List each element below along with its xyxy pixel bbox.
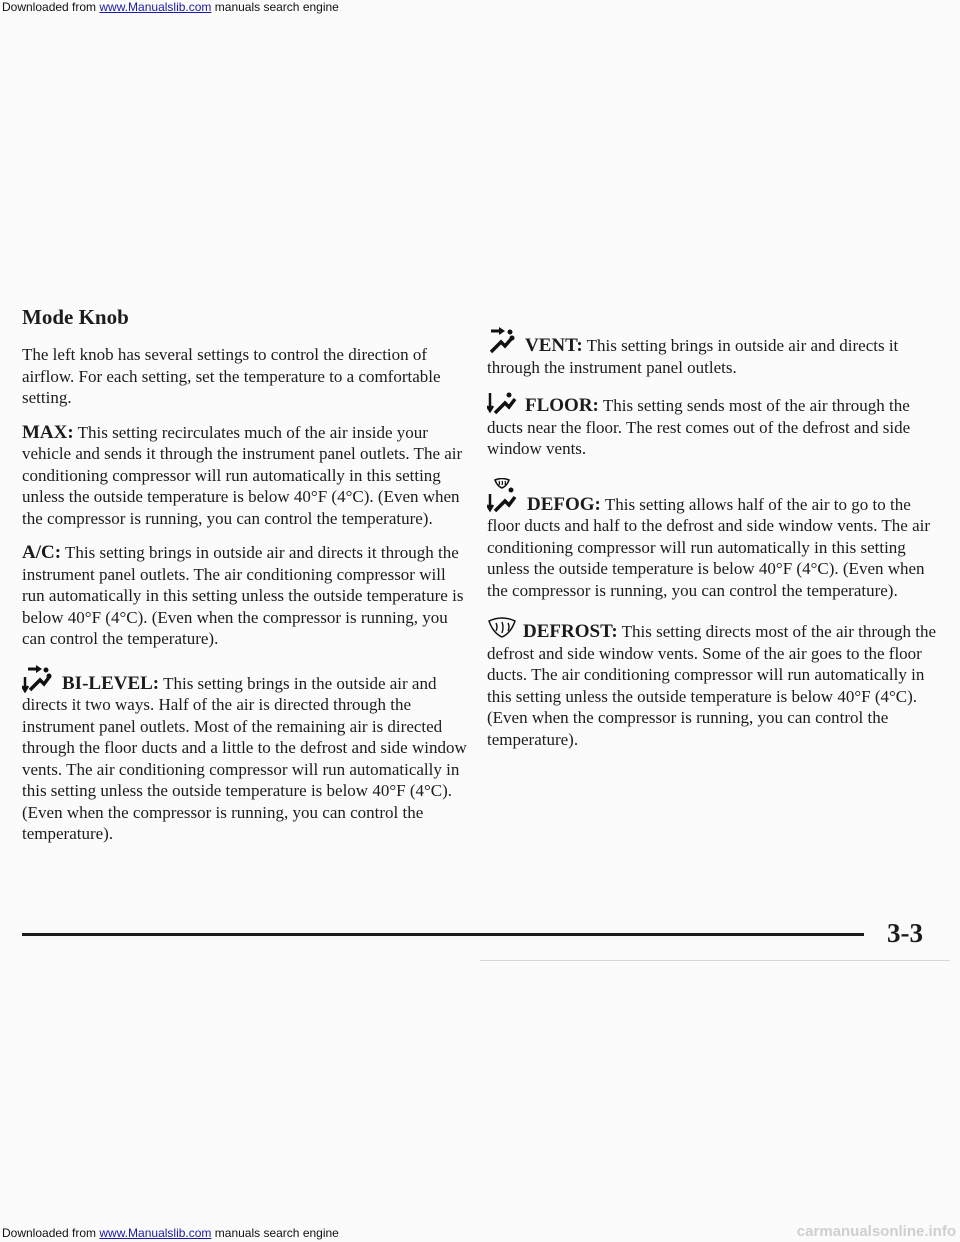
faint-divider — [480, 960, 950, 961]
page-number: 3-3 — [887, 918, 923, 948]
download-note-top — [2, 0, 339, 14]
setting-floor-label: FLOOR: — [525, 395, 599, 416]
setting-max-text: This setting recirculates much of the air inside your vehicle and sends it through the instrument panel outlets. The air conditioning compressor will run automatically in this setting unless the outside temperature is below 40°F (4°C). (Even when the compressor is running, you can control the temperature). — [22, 422, 463, 528]
intro-paragraph: The left knob has several settings to control the direction of airflow. For each setting, set the temperature to a comfortable setting. — [22, 345, 441, 407]
setting-defrost-text: This setting directs most of the air through the defrost and side window vents. Some of the air goes to the floor ducts. The air conditioning compressor will run automatically in this setting unless the outside temperature is below 40°F (4°C). (Even when the compressor is running, you can control the temperature). — [487, 622, 937, 749]
setting-ac-label: A/C: — [22, 542, 62, 563]
page-divider — [22, 933, 864, 936]
right-column — [487, 305, 947, 763]
setting-defog-label: DEFOG: — [527, 493, 601, 515]
setting-max — [22, 422, 468, 530]
defrost-icon — [487, 617, 517, 641]
footer-prefix: Downloaded from — [2, 1226, 100, 1240]
vent-icon — [487, 325, 519, 355]
left-column — [22, 305, 468, 858]
floor-icon — [487, 391, 519, 415]
section-title: Mode Knob — [22, 305, 129, 329]
download-note-suffix: manuals search engine — [211, 0, 339, 14]
manualslib-link-top[interactable]: www.Manualslib.com — [99, 0, 212, 14]
watermark: carmanualsonline.info — [796, 1223, 956, 1240]
setting-vent-text: This setting brings in outside air and directs it through the instrument panel outlets. — [487, 336, 899, 377]
download-note-bottom — [2, 1226, 339, 1240]
setting-defog — [487, 478, 947, 602]
setting-max-label: MAX: — [22, 421, 74, 443]
setting-bilevel-text: This setting brings in the outside air and directs it two ways. Half of the air is directed through the instrument panel outlets. Most of the remaining air is directed through the floor ducts and a little to the defrost and side window vents. The air conditioning compressor will run automatically in this setting unless the outside temperature is below 40°F (4°C). (Even when the compressor is running, you can control the temperature). — [22, 673, 467, 843]
setting-bilevel-label: BI-LEVEL: — [62, 672, 160, 694]
setting-defrost — [487, 617, 947, 750]
setting-vent-label: VENT: — [525, 335, 583, 356]
setting-defog-text: This setting allows half of the air to go to the floor ducts and half to the defrost and side window vents. The air conditioning compressor will run automatically in this setting unless the outside temperature is below 40°F (4°C). (Even when the compressor is running, you can control the temperature). — [487, 494, 930, 600]
setting-ac-text: This setting brings in outside air and directs it through the instrument panel outlets. The air conditioning compressor will run automatically in this setting unless the outside temperature is below 40°F (4°C). (Even when the compressor is running, you can control the temperature). — [22, 543, 464, 648]
manualslib-link-bottom[interactable]: www.Manualslib.com — [99, 1226, 212, 1240]
download-note-prefix: Downloaded from — [2, 0, 100, 14]
setting-vent — [487, 325, 947, 378]
footer-suffix: manuals search engine — [211, 1226, 339, 1240]
setting-floor-text: This setting sends most of the air through the ducts near the floor. The rest comes out of the defrost and side window vents. — [487, 396, 911, 458]
setting-defrost-label: DEFROST: — [523, 621, 618, 642]
setting-ac — [22, 542, 468, 650]
defog-icon — [487, 478, 521, 514]
setting-floor — [487, 391, 947, 460]
bilevel-icon — [22, 663, 56, 693]
setting-bilevel — [22, 663, 468, 845]
